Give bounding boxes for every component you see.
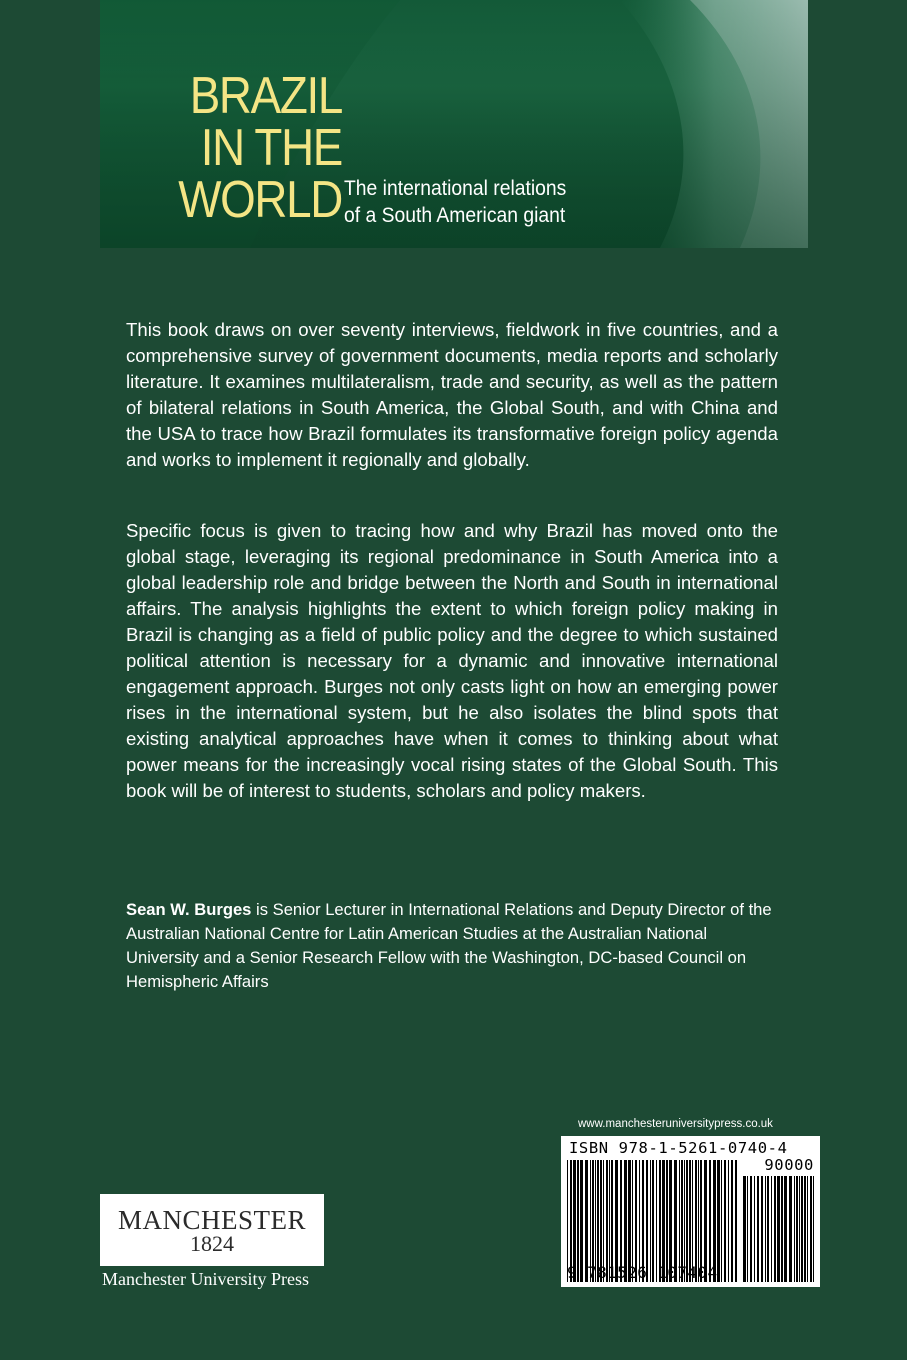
barcode-bar [767, 1176, 769, 1282]
barcode-bar [794, 1176, 795, 1282]
barcode-bar [761, 1176, 763, 1282]
barcode-bar [754, 1176, 755, 1282]
author-name: Sean W. Burges [126, 900, 252, 919]
barcode-bar [774, 1176, 776, 1282]
subtitle-line-2: of a South American giant [344, 204, 566, 227]
barcode-bar [747, 1176, 748, 1282]
barcode-bar [813, 1176, 814, 1282]
isbn-barcode [561, 1136, 820, 1287]
isbn-label: ISBN 978-1-5261-0740-4 [569, 1139, 788, 1157]
blurb-paragraph-2: Specific focus is given to tracing how and why Brazil has moved onto the global stage, leveraging its regional predominance in South America into a global leadership role and bridge between the North and South in international affairs. The analysis highlights the extent to which foreign policy making in Brazil is changing as a field of public policy and the degree to which sustained political attention is necessary for a dynamic and innovative international engagement approach. Burges not only casts light on how an emerging power rises in the international system, but he also isolates the blind spots that existing analytical approaches have when it comes to thinking about what power means for the increasingly vocal rising states of the Global South. This book will be of interest to students, scholars and policy makers. [126, 520, 778, 801]
barcode-bar [804, 1176, 806, 1282]
barcode-bar [757, 1176, 759, 1282]
barcode-bar [810, 1176, 812, 1282]
title-line-1: BRAZIL [189, 67, 342, 125]
subtitle-line-1: The international relations [344, 177, 567, 200]
price-code: 90000 [764, 1156, 814, 1174]
logo-year: 1824 [190, 1231, 234, 1256]
ean-digits: 9 781526 107404 [567, 1263, 718, 1282]
barcode-bar [743, 1176, 746, 1282]
book-title [175, 67, 342, 229]
publisher-logo [100, 1194, 324, 1266]
barcode-bar [789, 1176, 792, 1282]
publisher-name: Manchester University Press [102, 1269, 309, 1289]
blurb-paragraph-1: This book draws on over seventy interviews, fieldwork in five countries, and a comprehensive survey of government documents, media reports and scholarly literature. It examines multilateralism, trade and security, as well as the pattern of bilateral relations in South America, the Global South, and with China and the USA to trace how Brazil formulates its transformative foreign policy agenda and works to implement it regionally and globally. [126, 319, 778, 470]
cover-banner [100, 0, 808, 248]
book-subtitle [344, 175, 566, 229]
barcode-bar [771, 1176, 772, 1282]
author-bio [126, 898, 778, 994]
barcode-bar [801, 1176, 803, 1282]
barcode-bar [750, 1176, 752, 1282]
barcode-bar [777, 1176, 780, 1282]
publisher-url: www.manchesteruniversitypress.co.uk [578, 1118, 773, 1130]
author-bio-text: is Senior Lecturer in International Relations and Deputy Director of the Australian National Centre for Latin American Studies at the Australian National University and a Senior Research Fellow with the Washington, DC-based Council on Hemispheric Affairs [126, 900, 772, 991]
barcode-bar [807, 1176, 808, 1282]
barcode-bar [781, 1176, 783, 1282]
title-line-2: IN THE [200, 119, 342, 177]
barcode-bar [799, 1176, 800, 1282]
barcode-bar [765, 1176, 766, 1282]
title-line-3: WORLD [178, 171, 342, 229]
logo-name: MANCHESTER [117, 1205, 306, 1235]
barcode-bar [796, 1176, 798, 1282]
barcode-bar [784, 1176, 787, 1282]
